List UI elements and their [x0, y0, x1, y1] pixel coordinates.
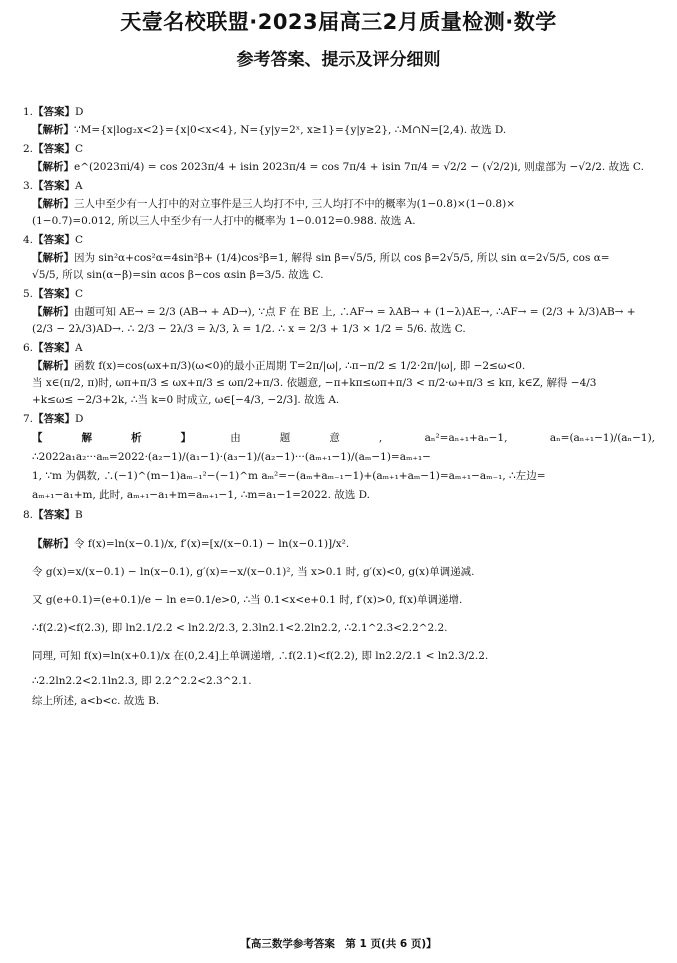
answer-line	[23, 178, 655, 195]
answer-line	[23, 104, 655, 121]
answer-value: B	[75, 509, 83, 521]
analysis-text: ∴2.2ln2.2<2.1ln2.3, 即 2.2^2.2<2.3^2.1.	[32, 675, 252, 687]
answer-tag: 【答案】	[33, 234, 76, 246]
analysis-tag: 【解析】	[32, 198, 74, 210]
analysis-text: 又 g(e+0.1)=(e+0.1)/e − ln e=0.1/e>0, ∴当 0.1<x<e+0.1 时, f′(x)>0, f(x)单调递增.	[32, 594, 463, 606]
answer-value: D	[75, 413, 84, 425]
question-number: 5.	[23, 288, 34, 300]
analysis-text: aₘ₊₁−a₁+m, 此时, aₘ₊₁−a₁+m=aₘ₊₁−1, ∴m=a₁−1=2022. 故选 D.	[32, 489, 370, 501]
analysis-text: 由题意, aₙ²=aₙ₊₁+aₙ−1, aₙ=(aₙ₊₁−1)/(aₙ−1), ∴2022a₁a₂···aₘ=2022·(a₂−1)/(a₁−1)·(a₃−1)/(a₂−1)···(aₘ₊₁−1)/(aₘ−1)=aₘ₊₁−	[32, 432, 656, 463]
analysis-text: 由题可知 AE→ = 2/3 (AB→ + AD→), ∵点 F 在 BE 上, ∴AF→ = λAB→ + (1−λ)AE→, ∴AF→ = (2/3 + λ/3)AB→ +	[74, 306, 636, 318]
answer-tag: 【答案】	[33, 180, 76, 192]
question-block	[23, 232, 655, 284]
analysis-tag: 【解析】	[32, 306, 74, 318]
analysis	[32, 159, 655, 176]
analysis	[32, 196, 655, 230]
analysis	[32, 530, 655, 710]
analysis	[32, 358, 655, 409]
analysis-text: 令 f(x)=ln(x−0.1)/x, f′(x)=[x/(x−0.1) − ln(x−0.1)]/x².	[74, 538, 350, 550]
question-block	[23, 141, 655, 176]
analysis-tag: 【解析】	[32, 432, 231, 444]
analysis-text: 因为 sin²α+cos²α=4sin²β+ (1/4)cos²β=1, 解得 sin β=√5/5, 所以 cos β=2√5/5, 所以 sin α=2√5/5, cos α=	[74, 252, 610, 264]
answer-tag: 【答案】	[33, 106, 76, 118]
analysis-tag: 【解析】	[32, 360, 74, 372]
question-block	[23, 507, 655, 710]
analysis-text: (1−0.7)=0.012, 所以三人中至少有一人打中的概率为 1−0.012=0.988. 故选 A.	[32, 215, 416, 227]
answer-tag: 【答案】	[33, 509, 76, 521]
answer-value: C	[75, 143, 84, 155]
analysis-tag: 【解析】	[32, 538, 74, 550]
question-number: 6.	[23, 342, 34, 354]
answer-value: A	[75, 342, 83, 354]
analysis	[32, 250, 655, 284]
question-number: 3.	[23, 180, 34, 192]
question-number: 7.	[23, 413, 34, 425]
answer-line	[23, 232, 655, 249]
answer-line	[23, 141, 655, 158]
answer-line	[23, 286, 655, 303]
analysis	[32, 122, 655, 139]
answer-tag: 【答案】	[33, 413, 76, 425]
answer-tag: 【答案】	[33, 288, 76, 300]
answer-line	[23, 340, 655, 357]
analysis-text: 综上所述, a<b<c. 故选 B.	[32, 695, 160, 707]
page-title: 天壹名校联盟·2023届高三2月质量检测·数学	[120, 10, 557, 34]
analysis-text: √5/5, 所以 sin(α−β)=sin αcos β−cos αsin β=3/5. 故选 C.	[32, 269, 324, 281]
question-number: 8.	[23, 509, 34, 521]
analysis-tag: 【解析】	[32, 161, 74, 173]
answer-value: A	[75, 180, 83, 192]
analysis-text: 1, ∵m 为偶数, ∴(−1)^(m−1)aₘ₋₁²−(−1)^m aₘ²=−(aₘ+aₘ₋₁−1)+(aₘ₊₁+aₘ−1)=aₘ₊₁−aₘ₋₁, ∴左边=	[32, 470, 546, 482]
question-block	[23, 411, 655, 505]
answer-tag: 【答案】	[33, 143, 76, 155]
analysis-text: 同理, 可知 f(x)=ln(x+0.1)/x 在(0,2.4]上单调递增, ∴f(2.1)<f(2.2), 即 ln2.2/2.1 < ln2.3/2.2.	[32, 650, 489, 662]
answer-list	[23, 102, 655, 710]
analysis-text: 函数 f(x)=cos(ωx+π/3)(ω<0)的最小正周期 T=2π/|ω|, ∴π−π/2 ≤ 1/2·2π/|ω|, 即 −2≤ω<0.	[74, 360, 526, 372]
analysis-text: (2/3 − 2λ/3)AD→. ∴ 2/3 − 2λ/3 = λ/3, λ = 1/2. ∴ x = 2/3 + 1/3 × 1/2 = 5/6. 故选 C.	[32, 323, 466, 335]
analysis-text: +k≤ω≤ −2/3+2k, ∴当 k=0 时成立, ω∈[−4/3, −2/3]. 故选 A.	[32, 394, 340, 406]
answer-line	[23, 507, 655, 524]
page-footer: 【高三数学参考答案 第 1 页(共 6 页)】	[240, 938, 437, 950]
question-number: 4.	[23, 234, 34, 246]
answer-value: D	[75, 106, 84, 118]
question-block	[23, 178, 655, 230]
analysis-tag: 【解析】	[32, 124, 74, 136]
analysis-text: 三人中至少有一人打中的对立事件是三人均打不中, 三人均打不中的概率为(1−0.8)×(1−0.8)×	[74, 198, 516, 210]
analysis-text: ∴f(2.2)<f(2.3), 即 ln2.1/2.2 < ln2.2/2.3, 2.3ln2.1<2.2ln2.2, ∴2.1^2.3<2.2^2.2.	[32, 622, 448, 634]
analysis	[32, 429, 655, 505]
question-block	[23, 104, 655, 139]
answer-value: C	[75, 288, 84, 300]
question-number: 2.	[23, 143, 34, 155]
answer-value: C	[75, 234, 84, 246]
answer-line	[23, 411, 655, 428]
question-block	[23, 286, 655, 338]
answer-tag: 【答案】	[33, 342, 76, 354]
question-number: 1.	[23, 106, 34, 118]
question-block	[23, 340, 655, 409]
page-subtitle: 参考答案、提示及评分细则	[236, 50, 441, 70]
analysis-text: 令 g(x)=x/(x−0.1) − ln(x−0.1), g′(x)=−x/(x−0.1)², 当 x>0.1 时, g′(x)<0, g(x)单调递减.	[32, 566, 475, 578]
analysis-text: 当 x∈(π/2, π)时, ωπ+π/3 ≤ ωx+π/3 ≤ ωπ/2+π/3. 依题意, −π+kπ≤ωπ+π/3 < π/2·ω+π/3 ≤ kπ, k∈Z, 解得 −4/3	[32, 377, 597, 389]
analysis	[32, 304, 655, 338]
analysis-text: e^(2023πi/4) = cos 2023π/4 + isin 2023π/4 = cos 7π/4 + isin 7π/4 = √2/2 − (√2/2)i, 则虚部为 −√2/2. 故选 C.	[74, 161, 644, 173]
analysis-tag: 【解析】	[32, 252, 74, 264]
analysis-text: ∵M={x|log₂x<2}={x|0<x<4}, N={y|y=2ˣ, x≥1}={y|y≥2}, ∴M∩N=[2,4). 故选 D.	[74, 124, 507, 136]
